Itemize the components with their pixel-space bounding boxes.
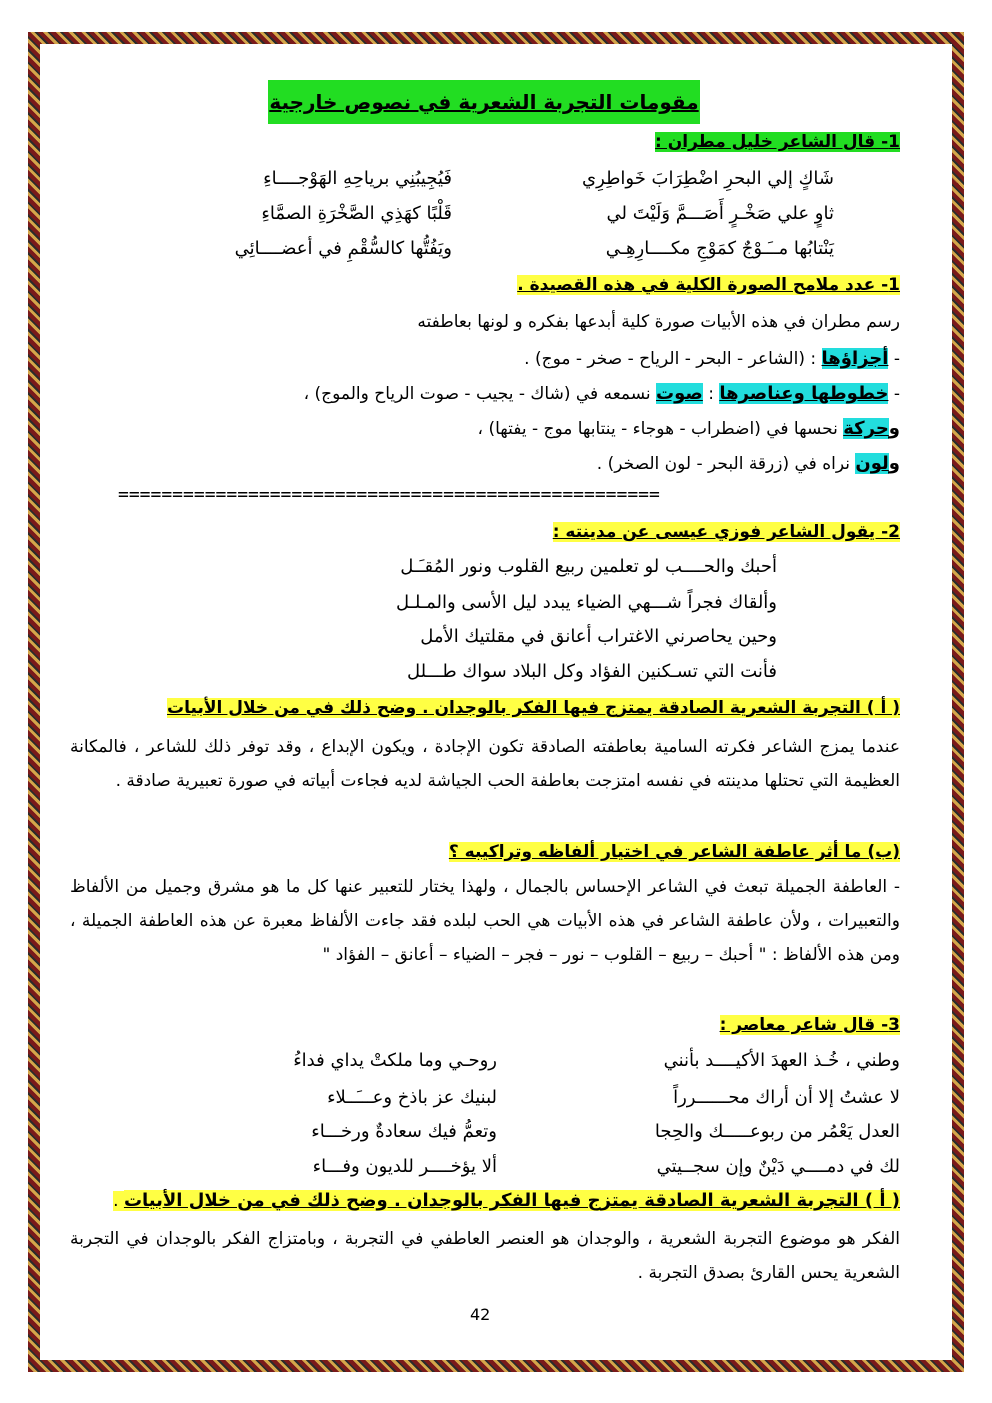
- s3-poem-a-2: لا عشتُ إلا أن أراك محــــــرراً: [673, 1087, 900, 1108]
- page-title: مقومات التجربة الشعرية في نصوص خارجية: [268, 80, 700, 124]
- s2-answer-a: عندما يمزج الشاعر فكرته السامية بعاطفته الصادقة تكون الإجادة ، ويكون الإبداع ، وقد توفر ذلك للشاعر ، فالمكانة العظيمة التي تحتلها مدينته في نفسه امتزجت بعاطفة الحب الجياشة لديه فجاءت أبياته في صورة تعبيرية صادقة .: [70, 737, 900, 791]
- parts-label: أجزاؤها: [821, 348, 889, 369]
- s1-poem-a-3: يَنْتابُها مــَـوْجٌ كمَوْجِ مكــــارِهِـي: [605, 238, 834, 259]
- s1-motion-line: وحركة نحسها في (اضطراب - هوجاء - ينتابها موج - يفتها) ،: [477, 418, 900, 439]
- s3-poem-a-3: العدل يَعْمُر من ربوعـــــك والحِجا: [654, 1121, 900, 1142]
- page-number: 42: [470, 1305, 491, 1324]
- s2-poem-1: أحبك والحــــب لو تعلمين ربيع القلوب ونور المُقـَـل: [400, 556, 777, 577]
- s2-question-a: ( أ ) التجربة الشعرية الصادقة يمتزج فيها الفكر بالوجدان . وضح ذلك في من خلال الأبيات: [167, 698, 900, 718]
- s2-question-b: (ب) ما أثر عاطفة الشاعر في اختيار ألفاظه وتراكيبه ؟: [448, 842, 900, 862]
- separator-line: ==================================================: [118, 484, 660, 505]
- s1-poem-b-3: ويَفُتُّها كالسُّقْمِ في أعضــــائِي: [234, 238, 452, 259]
- s2-poem-4: فأنت التي تسـكنين الفؤاد وكل البلاد سواك طـــلل: [406, 661, 777, 682]
- s3-poem-b-4: ألا يؤخــــر للديون وفـــاء: [312, 1156, 497, 1177]
- color-label: لون: [855, 453, 889, 474]
- lines-label: خطوطها وعناصرها: [719, 383, 889, 404]
- parts-text: : (الشاعر - البحر - الرياح - صخر - موج) .: [524, 349, 817, 369]
- s3-poem-a-4: لك في دمــــي دَيْنٌ وإن سجــيتي: [656, 1156, 900, 1177]
- s3-question-a-line: [113, 1190, 900, 1211]
- s1-question-1: 1- عدد ملامح الصورة الكلية في هذه القصيدة .: [517, 275, 900, 295]
- s1-poem-a-2: ثاوٍ علي صَخْـرٍ أَصَـــمَّ وَلَيْتَ لي: [606, 203, 834, 224]
- s1-lines-line: - خطوطها وعناصرها : صوت نسمعه في (شاك - يجيب - صوت الرياح والموج) ،: [303, 383, 900, 404]
- s1-poem-a-1: شَاكٍ إلي البحرِ اضْطِرَابَ خَواطِرِي: [582, 168, 834, 189]
- s2-poem-3: وحين يحاصرني الاغتراب أعانق في مقلتيك الأمل: [420, 626, 777, 647]
- s3-poem-b-2: لبنيك عز باذخ وعـــَــلاء: [327, 1087, 497, 1108]
- s1-poem-b-1: فَيُجِيبُنِي برياحِهِ الهَوْجــــاءِ: [263, 168, 452, 189]
- s3-question-a: ( أ ) التجربة الشعرية الصادقة يمتزج فيها الفكر بالوجدان . وضح ذلك في من خلال الأبيات: [123, 1190, 900, 1211]
- section-3-heading: 3- قال شاعر معاصر :: [719, 1015, 900, 1035]
- s1-answer-1: رسم مطران في هذه الأبيات صورة كلية أبدعها بفكره و لونها بعاطفته: [417, 312, 900, 332]
- s3-poem-a-1: وطني ، خُـذ العهدَ الأكيــــد بأنني: [663, 1050, 900, 1071]
- s1-poem-b-2: قَلْبًا كهَذِي الصَّخْرَةِ الصمَّاءِ: [261, 203, 452, 224]
- s3-question-a-end: .: [113, 1191, 124, 1211]
- s2-answer-b: - العاطفة الجميلة تبعث في الشاعر الإحساس بالجمال ، ولهذا يختار للتعبير عنها كل ما هو مشرق وجميل من الألفاظ والتعبيرات ، ولأن عاطفة الشاعر في هذه الأبيات هي الحب لبلده فقد جاءت الألفاظ معبرة عن هذه العاطفة الجميلة ، ومن هذه الألفاظ : " أحبك – ربيع – القلوب – نور – فجر – الضياء – أعانق – الفؤاد ": [70, 877, 900, 965]
- s1-parts-line: - أجزاؤها : (الشاعر - البحر - الرياح - صخر - موج) .: [524, 348, 900, 369]
- motion-label: حركة: [843, 418, 889, 439]
- section-2-heading: 2- يقول الشاعر فوزي عيسى عن مدينته :: [552, 522, 900, 542]
- motion-text: نحسها في (اضطراب - هوجاء - ينتابها موج - يفتها) ،: [477, 419, 838, 439]
- section-1-heading: 1- قال الشاعر خليل مطران :: [655, 132, 900, 152]
- sound-label: صوت: [656, 383, 703, 404]
- s3-poem-b-1: روحـي وما ملكتْ يداي فداءُ: [293, 1050, 497, 1071]
- s3-answer-a: الفكر هو موضوع التجربة الشعرية ، والوجدان هو العنصر العاطفي في التجربة ، وبامتزاج الفكر بالوجدان في التجربة الشعرية يحس القارئ بصدق التجربة .: [70, 1229, 900, 1283]
- color-text: نراه في (زرقة البحر - لون الصخر) .: [596, 454, 850, 474]
- s2-poem-2: وألقاك فجراً شـــهي الضياء يبدد ليل الأسى والمـلـل: [395, 592, 777, 613]
- s1-color-line: ولون نراه في (زرقة البحر - لون الصخر) .: [596, 453, 900, 474]
- sound-text: نسمعه في (شاك - يجيب - صوت الرياح والموج) ،: [303, 384, 651, 404]
- s3-poem-b-3: وتعمُّ فيك سعادةٌ ورخـــاء: [311, 1121, 497, 1142]
